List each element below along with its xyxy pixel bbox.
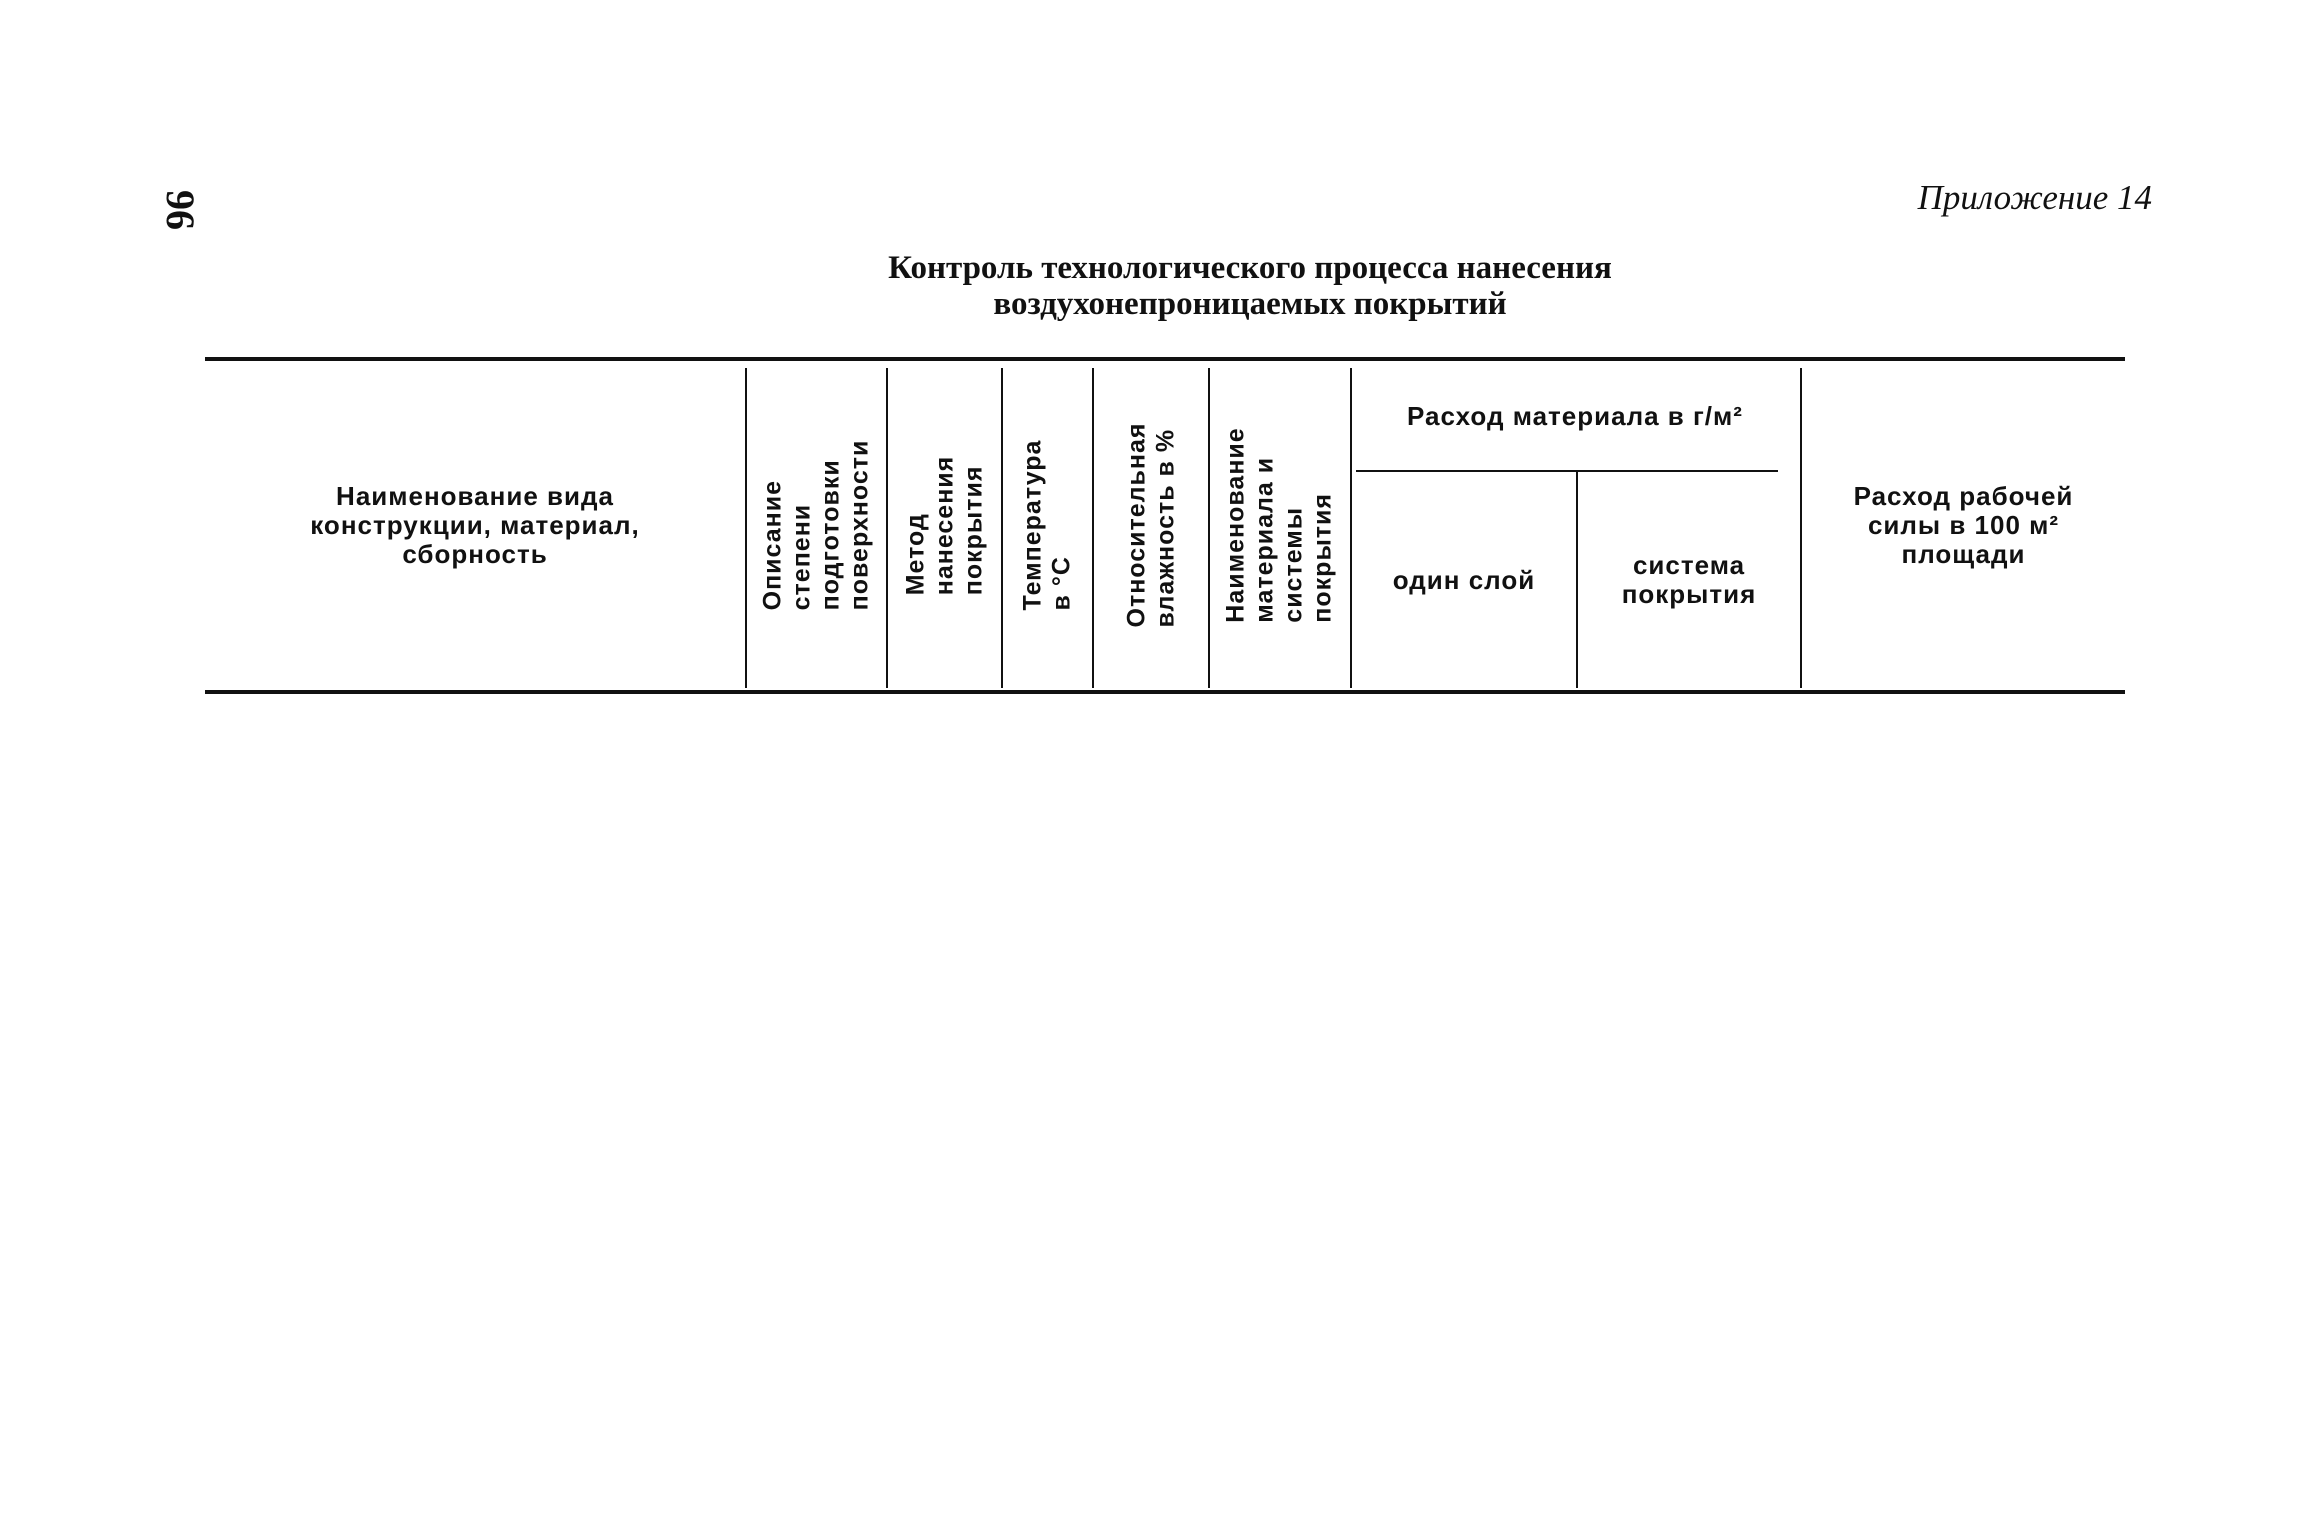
header-coating-material: Наименование материала и системы покрытия xyxy=(1222,427,1338,623)
header-labor-consumption: Расход рабочей силы в 100 м² площади xyxy=(1853,480,2074,569)
header-surface-preparation: Описание степени подготовки поверхности xyxy=(758,439,874,611)
appendix-label: Приложение 14 xyxy=(1917,178,2152,217)
title-line-1: Контроль технологического процесса нанесения xyxy=(888,250,1612,286)
header-humidity: Относительная влажность в % xyxy=(1122,422,1179,628)
table-bottom-rule xyxy=(205,690,2125,694)
header-construction: Наименование вида конструкции, материал, сборность xyxy=(310,480,640,569)
document-title xyxy=(550,250,1950,322)
title-line-2: воздухонепроницаемых покрытий xyxy=(993,286,1507,322)
header-material-consumption: Расход материала в г/м² xyxy=(1407,400,1743,431)
page-number: 96 xyxy=(158,190,203,230)
header-temperature: Температура в °С xyxy=(1018,439,1076,611)
table-top-rule xyxy=(205,357,2125,361)
header-application-method: Метод нанесения покрытия xyxy=(901,455,988,595)
header-coating-system: система покрытия xyxy=(1621,550,1757,609)
header-one-layer: один слой xyxy=(1392,564,1536,595)
